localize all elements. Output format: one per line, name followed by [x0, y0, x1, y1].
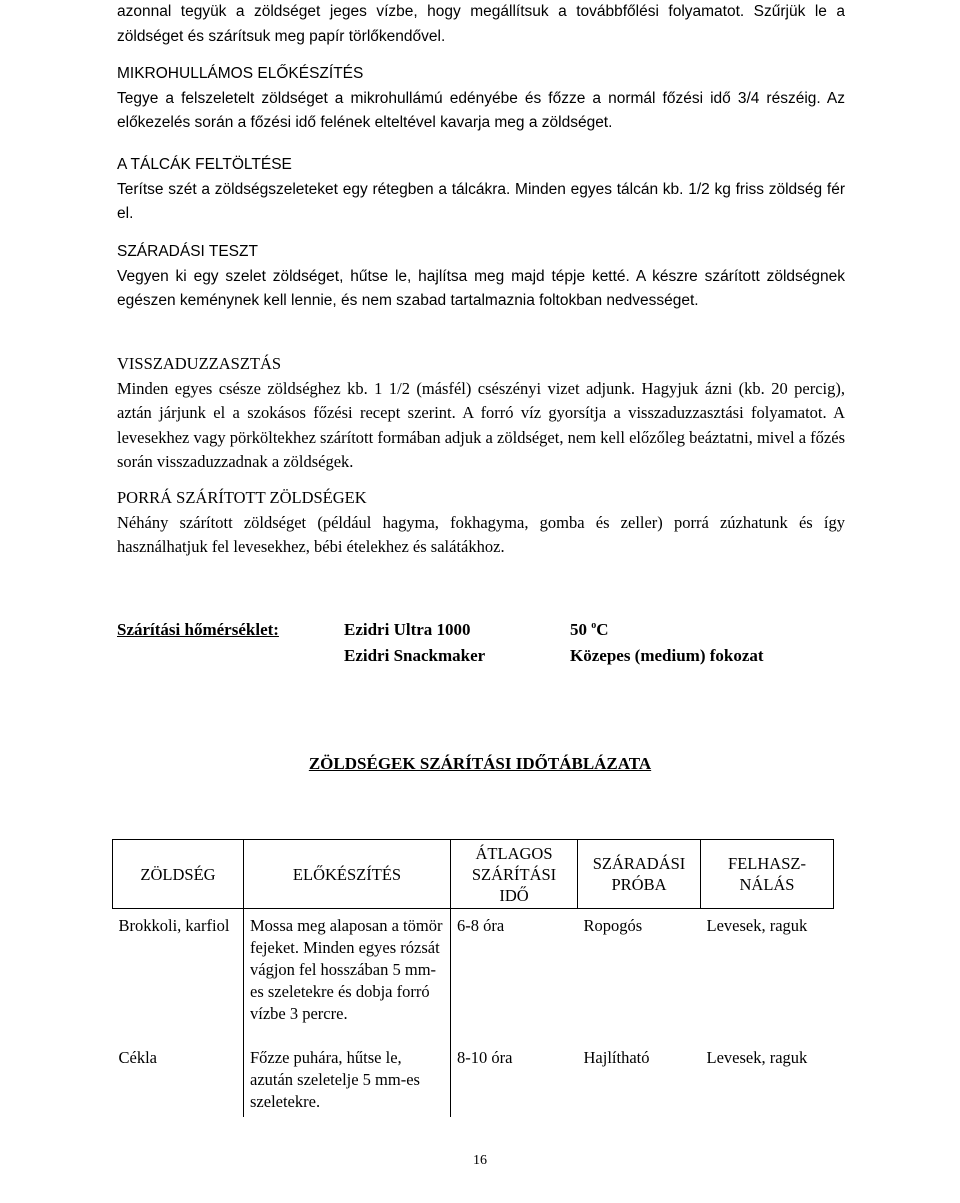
temperature-value: Közepes (medium) fokozat [570, 646, 764, 665]
time-cell: 6-8 óra [451, 909, 578, 1048]
section-rehydration [117, 352, 845, 475]
degree-sup: o [591, 620, 597, 631]
section-heading: A TÁLCÁK FELTÖLTÉSE [117, 156, 292, 173]
section-heading: MIKROHULLÁMOS ELŐKÉSZÍTÉS [117, 65, 364, 82]
column-header: ZÖLDSÉG [113, 840, 244, 909]
temperature-label: Szárítási hőmérséklet: [117, 620, 279, 639]
section-microwave [117, 62, 845, 136]
preparation-cell: Mossa meg alaposan a tömör fejeket. Minden egyes rózsát vágjon fel hosszában 5 mm-es szeletekre és dobja forró vízbe 3 percre. [244, 909, 451, 1048]
drying-temperature-block [117, 620, 845, 672]
column-header: SZÁRADÁSI PRÓBA [578, 840, 701, 909]
preparation-cell: Főzze puhára, hűtse le, azután szeletelje 5 mm-es szeletekre. [244, 1047, 451, 1117]
vegetable-cell: Cékla [118, 1048, 157, 1067]
test-cell: Hajlítható [583, 1048, 650, 1067]
column-header: ELŐKÉSZÍTÉS [244, 840, 451, 909]
section-trays [117, 153, 845, 227]
section-body: Vegyen ki egy szelet zöldséget, hűtse le, hajlítsa meg majd tépje ketté. A készre szárított zöldségnek egészen keménynek kell lennie, és nem szabad tartalmaznia foltokban nedvességet. [117, 267, 845, 309]
section-body: Tegye a felszeletelt zöldséget a mikrohullámú edényébe és főzze a normál főzési idő 3/4 részéig. Az előkezelés során a főzési idő felének elteltével kavarja meg a zöldséget. [117, 89, 845, 131]
temperature-row [117, 646, 845, 672]
temperature-row [117, 620, 845, 646]
table-row [113, 909, 834, 1048]
intro-text: azonnal tegyük a zöldséget jeges vízbe, hogy megállítsuk a továbbfőlési folyamatot. Szűrjük le a zöldséget és szárítsuk meg papír törlőkendővel. [117, 3, 845, 45]
column-header: FELHASZ-NÁLÁS [701, 840, 834, 909]
table-row [113, 1047, 834, 1117]
section-heading: SZÁRADÁSI TESZT [117, 243, 258, 260]
time-cell: 8-10 óra [451, 1047, 578, 1117]
intro-paragraph [117, 0, 845, 49]
use-cell: Levesek, raguk [706, 1048, 808, 1067]
page-number: 16 [473, 1153, 487, 1168]
temperature-value: 50 $^o$C [570, 620, 609, 639]
section-body: Néhány szárított zöldséget (például hagyma, fokhagyma, gomba és zeller) porrá zúzhatunk és így használhatjuk fel levesekhez, bébi ételekhez és salátákhoz. [117, 512, 845, 556]
section-body: Minden egyes csésze zöldséghez kb. 1 1/2 (másfél) csészényi vizet adjunk. Hagyjuk ázni (kb. 20 percig), aztán járjunk el a szokásos főzési recept szerint. A forró víz gyorsítja a visszaduzzasztási folyamatot. A levesekhez vagy pörköltekhez szárított formában adjuk a zöldséget, nem kell előzőleg beáztatni, mivel a főzés során visszaduzzadnak a zöldségek. [117, 378, 845, 471]
use-cell: Levesek, raguk [706, 916, 808, 935]
section-powder [117, 486, 845, 560]
temperature-model: Ezidri Snackmaker [344, 646, 486, 665]
table-header-row [113, 840, 834, 909]
test-cell: Ropogós [583, 916, 643, 935]
column-header: ÁTLAGOS SZÁRÍTÁSI IDŐ [451, 840, 578, 909]
drying-time-table [112, 839, 834, 1117]
section-heading: PORRÁ SZÁRÍTOTT ZÖLDSÉGEK [117, 488, 367, 507]
temperature-model: Ezidri Ultra 1000 [344, 620, 471, 639]
table-title: ZÖLDSÉGEK SZÁRÍTÁSI IDŐTÁBLÁZATA [308, 754, 652, 773]
section-heading: VISSZADUZZASZTÁS [117, 354, 282, 373]
vegetable-cell: Brokkoli, karfiol [118, 916, 230, 935]
section-body: Terítse szét a zöldségszeleteket egy rétegben a tálcákra. Minden egyes tálcán kb. 1/2 kg friss zöldség fér el. [117, 180, 845, 222]
section-drying-test [117, 240, 845, 314]
